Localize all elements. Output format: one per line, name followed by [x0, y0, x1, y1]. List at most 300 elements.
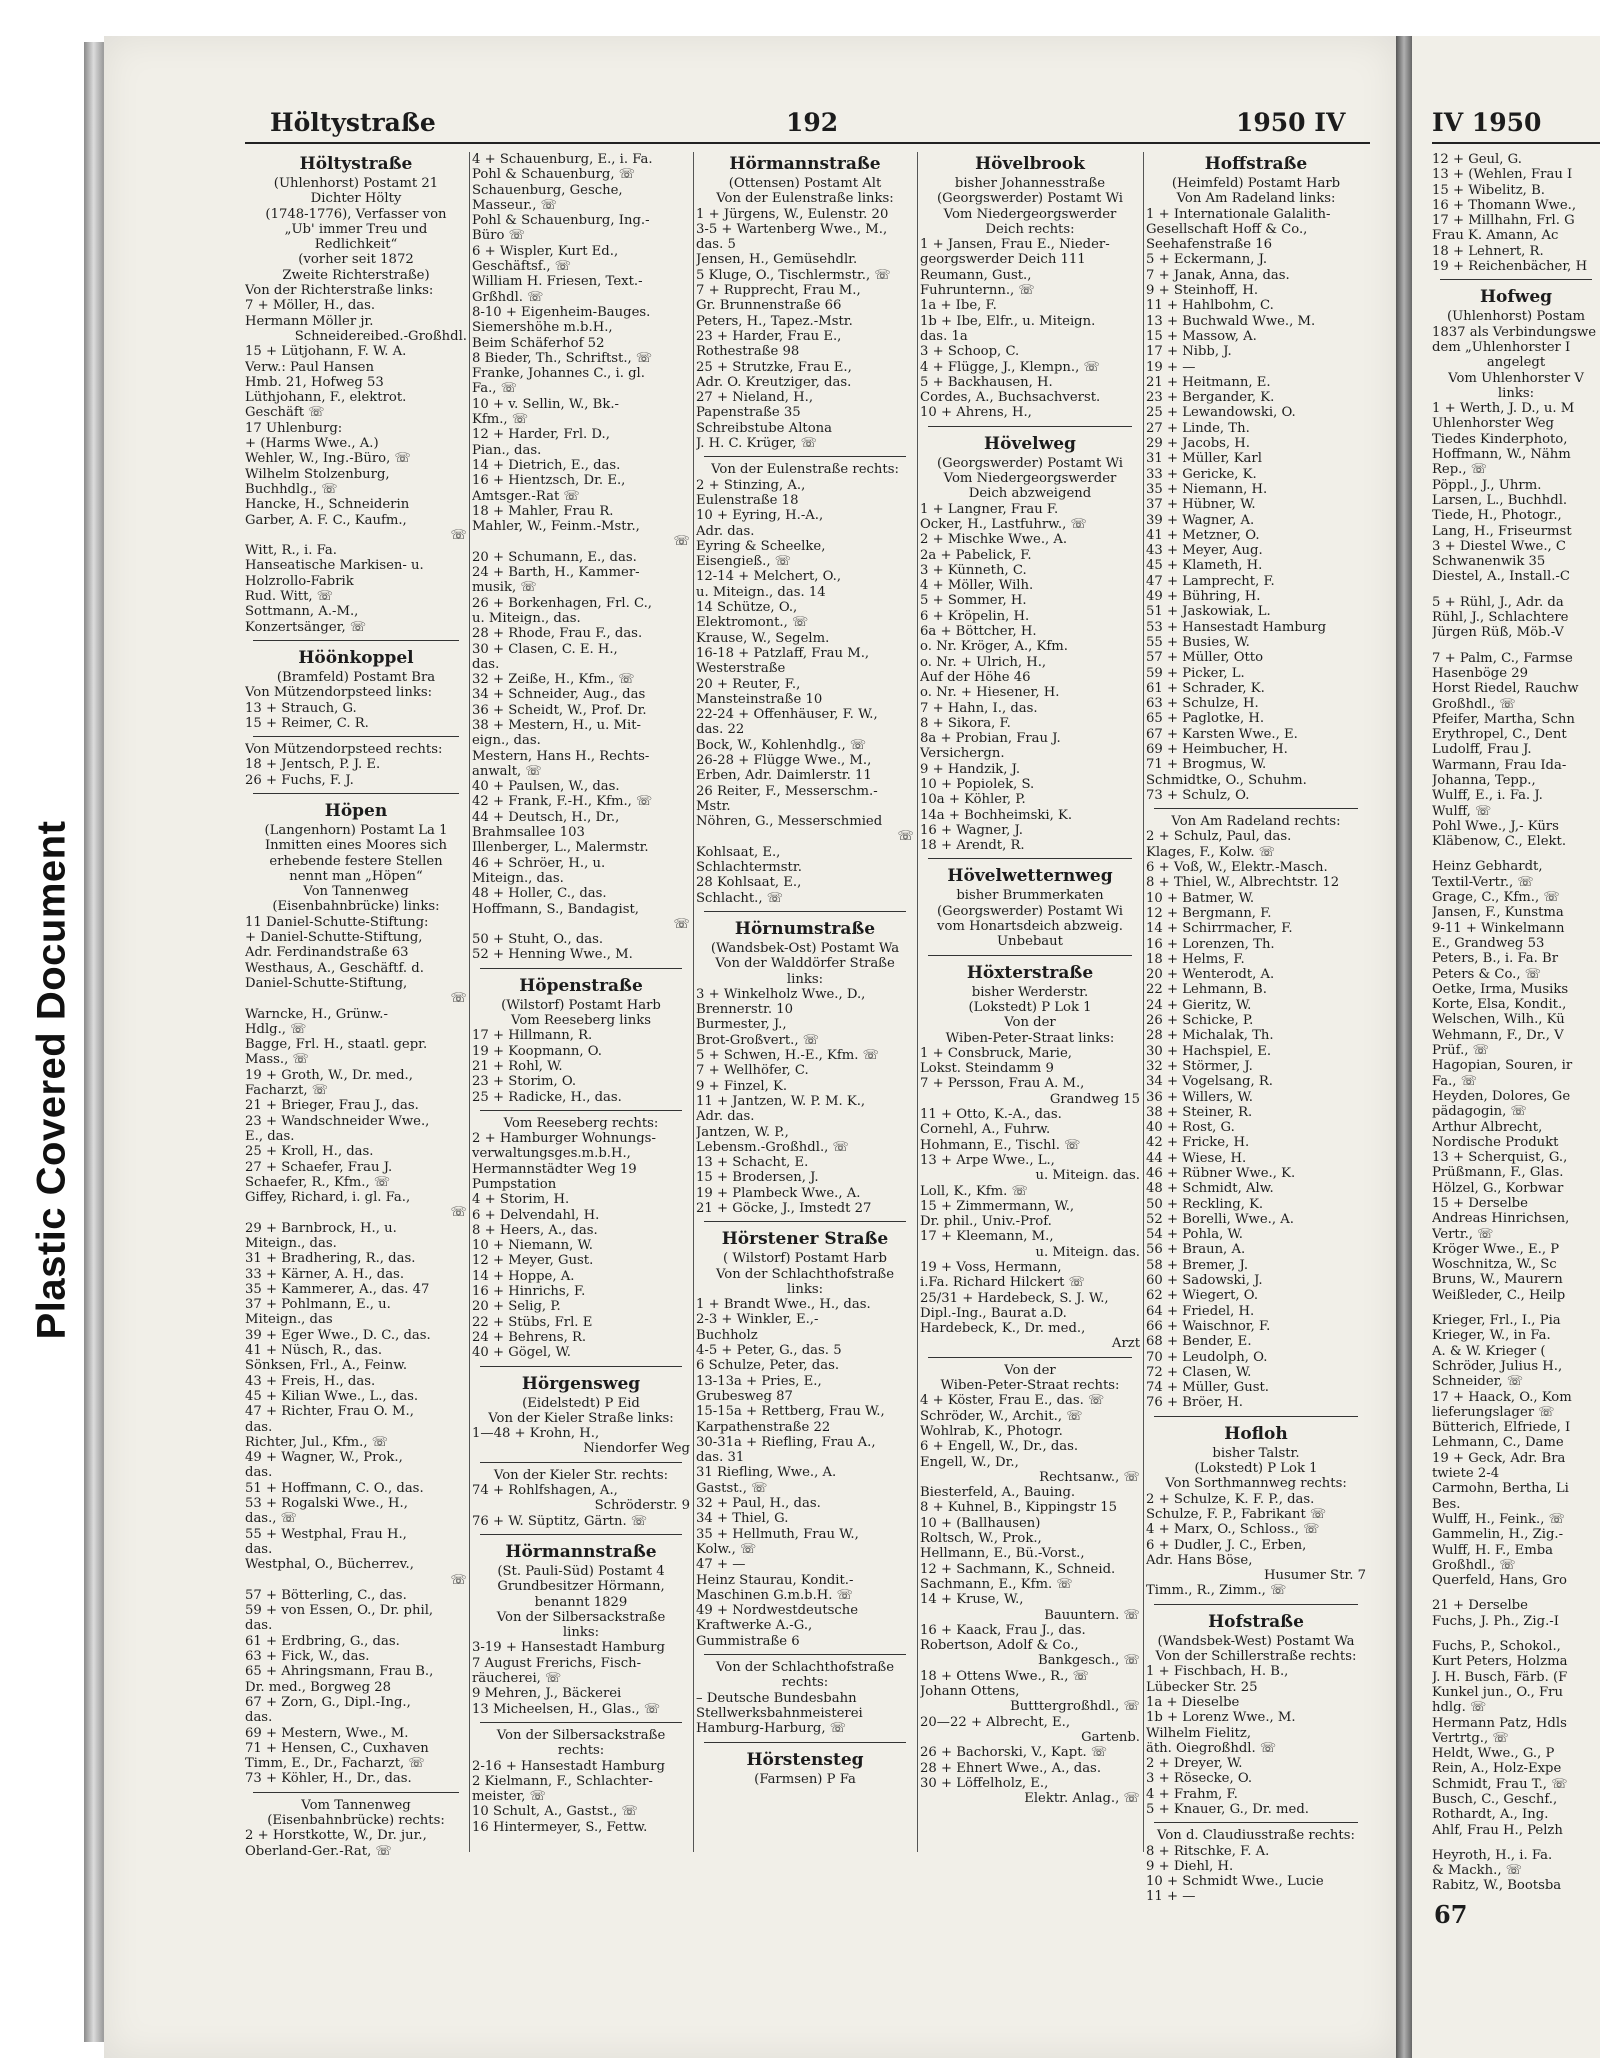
- running-head-left: Höltystraße: [270, 108, 436, 137]
- directory-entry: 3 + Diestel Wwe., C: [1432, 538, 1567, 554]
- directory-entry: 18 + Helms, F.: [1146, 951, 1245, 967]
- directory-entry: 67 + Zorn, G., Dipl.-Ing.,: [245, 1694, 411, 1710]
- directory-entry: 27 + Nieland, H.,: [696, 390, 814, 406]
- directory-entry: rechts:: [781, 1675, 829, 1691]
- directory-entry: 16 + Lorenzen, Th.: [1146, 936, 1275, 952]
- directory-entry: Adr. Hans Böse,: [1146, 1552, 1253, 1568]
- directory-entry: Grundbesitzer Hörmann,: [497, 1579, 665, 1595]
- directory-entry: 46 + Schröer, H., u.: [472, 855, 606, 871]
- directory-entry: 6 + Engell, W., Dr., das.: [920, 1439, 1079, 1455]
- directory-entry: i.Fa. Richard Hilckert ☏: [920, 1275, 1086, 1291]
- directory-entry: 39 + Eger Wwe., D. C., das.: [245, 1327, 431, 1343]
- directory-entry: 73 + Köhler, H., Dr., das.: [245, 1771, 412, 1787]
- right-header-rule: [1432, 142, 1600, 144]
- directory-entry: 34 + Schneider, Aug., das: [472, 687, 646, 703]
- directory-entry: Biesterfeld, A., Bauing.: [920, 1485, 1076, 1501]
- directory-entry: 1a + Dieselbe: [1146, 1694, 1240, 1710]
- directory-entry: Wulff, ☏: [1432, 803, 1492, 819]
- directory-entry: Heyden, Dolores, Ge: [1432, 1088, 1571, 1104]
- directory-entry: 13 + Scherquist, G.,: [1432, 1150, 1568, 1166]
- directory-entry: Hermann Möller jr.: [245, 313, 374, 329]
- directory-entry: (St. Pauli-Süd) Postamt 4: [497, 1563, 665, 1579]
- directory-entry: Bes.: [1432, 1496, 1461, 1512]
- directory-entry: Von d. Claudiusstraße rechts:: [1157, 1828, 1355, 1844]
- directory-entry: Von Mützendorpsteed links:: [245, 685, 433, 701]
- column-rule: [917, 152, 918, 1852]
- directory-entry: 4-5 + Peter, G., das. 5: [696, 1343, 842, 1359]
- directory-entry: 2a + Pabelick, F.: [920, 547, 1032, 563]
- directory-entry: 2-16 + Hansestadt Hamburg: [472, 1758, 665, 1774]
- directory-entry: (Farmsen) P Fa: [754, 1771, 856, 1787]
- directory-entry: hdlg. ☏: [1432, 1700, 1487, 1716]
- directory-entry: 2 + Stinzing, A.,: [696, 477, 806, 493]
- directory-entry: benannt 1829: [534, 1594, 628, 1610]
- directory-entry: Arzt: [1111, 1336, 1140, 1352]
- directory-entry: 15 + Zimmermann, W.,: [920, 1198, 1075, 1214]
- directory-entry: Von der Schlachthofstraße: [715, 1660, 894, 1676]
- directory-entry: Hagopian, Souren, ir: [1432, 1058, 1573, 1074]
- directory-entry: Cordes, A., Buchsachverst.: [920, 390, 1101, 406]
- directory-entry: Auf der Höhe 46: [920, 669, 1031, 685]
- directory-entry: 13 + Buchwald Wwe., M.: [1146, 313, 1316, 329]
- street-heading: Hofweg: [1479, 287, 1553, 308]
- directory-entry: 16 + Hientzsch, Dr. E.,: [472, 473, 626, 489]
- directory-entry: 32 + Störmer, J.: [1146, 1058, 1253, 1074]
- directory-entry: Pohl Wwe., J,- Kürs: [1432, 818, 1559, 834]
- directory-entry: 55 + Busies, W.: [1146, 634, 1250, 650]
- directory-entry: Fuchs, P., Schokol.,: [1432, 1639, 1561, 1655]
- directory-entry: 10 + Niemann, W.: [472, 1238, 593, 1254]
- directory-entry: Kunkel jun., O., Fru: [1432, 1684, 1563, 1700]
- directory-entry: 1 + Werth, J. D., u. M: [1432, 401, 1575, 417]
- directory-entry: twiete 2-4: [1432, 1466, 1500, 1482]
- directory-entry: 18 + Mahler, Frau R.: [472, 503, 614, 519]
- directory-entry: Engell, W., Dr.,: [920, 1454, 1019, 1470]
- section-divider: [704, 1221, 906, 1222]
- side-label: [22, 820, 82, 1340]
- directory-entry: 19 + Reichenbächer, H: [1432, 259, 1588, 275]
- directory-entry: 35 + Kammerer, A., das. 47: [245, 1281, 430, 1297]
- directory-entry: Schaefer, R., Kfm., ☏: [245, 1174, 391, 1190]
- directory-entry: Von Am Radeland rechts:: [1171, 814, 1341, 830]
- directory-entry: Franke, Johannes C., i. gl.: [472, 366, 645, 382]
- directory-entry: 1 + Brandt Wwe., H., das.: [696, 1297, 871, 1313]
- directory-entry: Von Am Radeland links:: [1176, 191, 1336, 207]
- directory-entry: 11 + Hahlbohm, C.: [1146, 298, 1274, 314]
- directory-entry: (Georgswerder) Postamt Wi: [937, 903, 1123, 919]
- directory-entry: 8 + Ritschke, F. A.: [1146, 1843, 1270, 1859]
- directory-entry: Krieger, Frl., I., Pia: [1432, 1313, 1561, 1329]
- directory-entry: Oetke, Irma, Musiks: [1432, 981, 1569, 997]
- street-heading: Hofstraße: [1208, 1611, 1304, 1632]
- directory-entry: Gammelin, H., Zig.-: [1432, 1527, 1564, 1543]
- directory-entry: 16-18 + Patzlaff, Frau M.,: [696, 645, 870, 661]
- directory-entry: 13 + Strauch, G.: [245, 700, 357, 716]
- directory-entry: 5 + Schwen, H.-E., Kfm. ☏: [696, 1048, 880, 1064]
- directory-entry: 19 + Plambeck Wwe., A.: [696, 1185, 861, 1201]
- directory-entry: das.: [245, 1618, 273, 1634]
- directory-entry: 8-10 + Eigenheim-Bauges.: [472, 304, 651, 320]
- directory-entry: Seehafenstraße 16: [1146, 237, 1272, 253]
- directory-entry: 14 + Dietrich, E., das.: [472, 457, 621, 473]
- directory-entry: u. Miteign., das.: [472, 610, 581, 626]
- directory-entry: 39 + Wagner, A.: [1146, 512, 1255, 528]
- directory-entry: Beim Schäferhof 52: [472, 335, 605, 351]
- directory-entry: 2 + Dreyer, W.: [1146, 1756, 1243, 1772]
- directory-entry: Husumer Str. 7: [1263, 1568, 1366, 1584]
- directory-entry: 63 + Schulze, H.: [1146, 696, 1259, 712]
- directory-entry: (Georgswerder) Postamt Wi: [937, 191, 1123, 207]
- directory-entry: links:: [562, 1625, 600, 1641]
- directory-entry: Eisengieß., ☏: [696, 554, 792, 570]
- directory-entry: 18 + Lehnert, R.: [1432, 243, 1544, 259]
- directory-entry: Miteign., das.: [472, 870, 564, 886]
- directory-entry: anwalt, ☏: [472, 763, 542, 779]
- street-heading: Hörnumstraße: [734, 918, 876, 939]
- section-divider: [480, 1722, 682, 1723]
- directory-entry: das. 22: [696, 722, 745, 738]
- directory-entry: musik, ☏: [472, 580, 537, 596]
- section-divider: [1440, 279, 1592, 280]
- section-divider: [1154, 808, 1358, 809]
- directory-entry: Miteign., das: [245, 1312, 333, 1328]
- directory-entry: 42 + Frank, F.-H., Kfm., ☏: [472, 794, 653, 810]
- directory-entry: 45 + Klameth, H.: [1146, 558, 1263, 574]
- street-heading: Hörmannstraße: [505, 1541, 657, 1562]
- directory-entry: 2-3 + Winkler, E.,-: [696, 1312, 819, 1328]
- directory-entry: 18 + Jentsch, P. J. E.: [245, 757, 381, 773]
- directory-entry: Bruns, W., Maurern: [1432, 1272, 1563, 1288]
- directory-entry: Grandweg 15: [1049, 1091, 1140, 1107]
- directory-entry: o. Nr. + Hiesener, H.: [920, 685, 1060, 701]
- directory-entry: Vom Niedergeorgswerder: [943, 471, 1117, 487]
- directory-entry: 16 + Thomann Wwe.,: [1432, 197, 1577, 213]
- directory-entry: Von der Schlachthofstraße: [715, 1266, 894, 1282]
- directory-entry: Elektromont., ☏: [696, 615, 809, 631]
- directory-entry: 27 + Linde, Th.: [1146, 420, 1250, 436]
- directory-entry: Oberland-Ger.-Rat, ☏: [245, 1843, 392, 1859]
- directory-entry: links:: [786, 1281, 824, 1297]
- directory-entry: 59 + Picker, L.: [1146, 665, 1245, 681]
- directory-entry: 1b + Lorenz Wwe., M.: [1146, 1710, 1296, 1726]
- directory-entry: 22-24 + Offenhäuser, F. W.,: [696, 707, 878, 723]
- directory-entry: Schwanenwik 35: [1432, 554, 1546, 570]
- directory-entry: Schmidtke, O., Schuhm.: [1146, 772, 1307, 788]
- directory-entry: Lokst. Steindamm 9: [920, 1061, 1054, 1077]
- directory-entry: 28 Kohlsaat, E.,: [696, 875, 802, 891]
- directory-entry: E., Grandweg 53: [1432, 935, 1545, 951]
- directory-entry: 10 Schult, A., Gastst., ☏: [472, 1804, 638, 1820]
- directory-entry: Kläbenow, C., Elekt.: [1432, 834, 1567, 850]
- directory-entry: 57 + Bötterling, C., das.: [245, 1587, 407, 1603]
- directory-entry: Karpathenstraße 22: [696, 1419, 831, 1435]
- directory-entry: 7 + Persson, Frau A. M.,: [920, 1076, 1085, 1092]
- directory-entry: Amtsger.-Rat ☏: [472, 488, 580, 504]
- directory-entry: 12 + Geul, G.: [1432, 152, 1522, 167]
- directory-entry: Von der Silbersackstraße: [496, 1609, 666, 1625]
- directory-entry: Pöppl., J., Uhrm.: [1432, 477, 1542, 493]
- directory-entry: Giffey, Richard, i. gl. Fa.,: [245, 1190, 411, 1206]
- directory-entry: (Wandsbek-Ost) Postamt Wa: [710, 940, 900, 956]
- directory-entry: Pian., das.: [472, 442, 542, 458]
- directory-entry: Von Mützendorpsteed rechts:: [245, 742, 443, 758]
- directory-entry: lieferungslager ☏: [1432, 1404, 1555, 1420]
- directory-entry: 16 + Kaack, Frau J., das.: [920, 1622, 1086, 1638]
- directory-entry: 30 + Hachspiel, E.: [1146, 1043, 1272, 1059]
- directory-entry: 47 + Lamprecht, F.: [1146, 573, 1275, 589]
- directory-entry: Von der Silbersackstraße: [496, 1727, 666, 1743]
- directory-entry: 8 + Heers, A., das.: [472, 1222, 598, 1238]
- directory-entry: Hamburg-Harburg, ☏: [696, 1721, 847, 1737]
- directory-entry: links:: [786, 971, 824, 987]
- directory-entry: Peters & Co., ☏: [1432, 966, 1542, 982]
- directory-entry: Brennerstr. 10: [696, 1002, 793, 1018]
- directory-entry: 55 + Westphal, Frau H.,: [245, 1526, 407, 1542]
- directory-entry: 29 + Jacobs, H.: [1146, 436, 1250, 452]
- directory-entry: 51 + Jaskowiak, L.: [1146, 604, 1271, 620]
- directory-entry: (Langenhorn) Postamt La 1: [264, 822, 448, 838]
- directory-entry: 20—22 + Albrecht, E.,: [920, 1714, 1071, 1730]
- directory-entry: Deich rechts:: [985, 221, 1075, 237]
- directory-entry: 5 Kluge, O., Tischlermstr., ☏: [696, 267, 891, 283]
- spacer: [1432, 1629, 1600, 1639]
- directory-entry: Masseur., ☏: [472, 197, 558, 213]
- directory-entry: Warmann, Frau Ida-: [1432, 757, 1567, 773]
- directory-entry: (Bramfeld) Postamt Bra: [276, 669, 436, 685]
- directory-entry: Von der Walddörfer Straße: [715, 956, 895, 972]
- directory-entry: Krieger, W., in Fa.: [1432, 1328, 1551, 1344]
- directory-entry: 60 + Sadowski, J.: [1146, 1273, 1263, 1289]
- directory-entry: 65 + Ahringsmann, Frau B.,: [245, 1664, 434, 1680]
- directory-entry: pädagogin, ☏: [1432, 1104, 1528, 1120]
- directory-entry: Hoffmann, S., Bandagist,: [472, 901, 639, 917]
- directory-entry: Gesellschaft Hoff & Co.,: [1146, 221, 1308, 237]
- directory-entry: Fa., ☏: [472, 381, 518, 397]
- directory-entry: Schmidt, Frau T., ☏: [1432, 1776, 1568, 1792]
- directory-entry: 51 + Hoffmann, C. O., das.: [245, 1480, 424, 1496]
- directory-entry: 62 + Wiegert, O.: [1146, 1288, 1259, 1304]
- directory-entry: 5 + Sommer, H.: [920, 593, 1027, 609]
- directory-entry: das.: [472, 656, 500, 672]
- directory-entry: + (Harms Wwe., A.): [245, 436, 379, 452]
- directory-entry: Maschinen G.m.b.H. ☏: [696, 1587, 854, 1603]
- directory-entry: 9-11 + Winkelmann: [1432, 920, 1565, 936]
- directory-entry: 63 + Fick, W., das.: [245, 1649, 370, 1665]
- directory-entry: 8 + Kuhnel, B., Kippingstr 15: [920, 1500, 1117, 1516]
- directory-entry: 20 + Wenterodt, A.: [1146, 967, 1275, 983]
- directory-entry: Dichter Hölty: [310, 191, 402, 207]
- directory-entry: 30 + Löffelholz, E.,: [920, 1775, 1049, 1791]
- directory-entry: A. & W. Krieger (: [1432, 1343, 1546, 1359]
- directory-entry: 30-31a + Riefling, Frau A.,: [696, 1434, 876, 1450]
- directory-entry: 12 + Bergmann, F.: [1146, 905, 1272, 921]
- directory-entry: 61 + Erdbring, G., das.: [245, 1633, 400, 1649]
- directory-entry: 10 + Schmidt Wwe., Lucie: [1146, 1874, 1324, 1890]
- header-rule: [245, 142, 1370, 144]
- directory-entry: ☏: [673, 916, 690, 932]
- directory-entry: Wehmann, F., Dr., V: [1432, 1027, 1564, 1043]
- directory-entry: 33 + Gericke, K.: [1146, 466, 1257, 482]
- directory-entry: 8a + Probian, Frau J.: [920, 731, 1061, 747]
- directory-entry: Wilhelm Stolzenburg,: [245, 466, 390, 482]
- directory-entry: Peters, H., Tapez.-Mstr.: [696, 313, 853, 329]
- directory-entry: Wiben-Peter-Straat links:: [945, 1030, 1115, 1046]
- directory-entry: 26 + Schicke, P.: [1146, 1013, 1254, 1029]
- directory-entry: Lang, H., Friseurmst: [1432, 523, 1572, 539]
- directory-entry: Zweite Richterstraße): [282, 267, 430, 283]
- directory-entry: Korte, Elsa, Kondit.,: [1432, 997, 1567, 1013]
- directory-entry: 23 + Bergander, K.: [1146, 390, 1275, 406]
- directory-entry: Andreas Hinrichsen,: [1432, 1211, 1570, 1227]
- directory-entry: bisher Brummerkaten: [956, 888, 1104, 904]
- directory-entry: Burmester, J.,: [696, 1017, 787, 1033]
- directory-entry: 34 + Thiel, G.: [696, 1511, 789, 1527]
- directory-entry: 2 + Schulze, K. F. P., das.: [1146, 1491, 1315, 1507]
- directory-entry: Timm, E., Dr., Facharzt, ☏: [245, 1756, 425, 1772]
- directory-entry: das.: [245, 1465, 273, 1481]
- directory-entry: Bagge, Frl. H., staatl. gepr.: [245, 1037, 428, 1053]
- directory-entry: Garber, A. F. C., Kaufm.,: [245, 512, 407, 528]
- directory-entry: 14 Schütze, O.,: [696, 600, 798, 616]
- directory-entry: (Uhlenhorst) Postamt 21: [273, 176, 439, 191]
- directory-entry: Sönksen, Frl., A., Feinw.: [245, 1358, 408, 1374]
- street-heading: Höpenstraße: [519, 975, 643, 996]
- directory-entry: Von der Schillerstraße rechts:: [1155, 1649, 1357, 1665]
- directory-entry: ☏: [450, 1572, 467, 1588]
- column-rule: [693, 152, 694, 1852]
- directory-entry: 36 + Scheidt, W., Prof. Dr.: [472, 702, 647, 718]
- directory-entry: Tiedes Kinderphoto,: [1432, 431, 1568, 447]
- directory-entry: 10 + Batmer, W.: [1146, 890, 1255, 906]
- directory-entry: Pumpstation: [472, 1177, 557, 1192]
- directory-entry: (Eisenbahnbrücke) links:: [272, 899, 440, 915]
- column-2: [472, 152, 690, 1835]
- column-3: [696, 152, 914, 1787]
- directory-entry: 10 + v. Sellin, W., Bk.-: [472, 396, 620, 412]
- directory-entry: Warncke, H., Grünw.-: [245, 1006, 388, 1022]
- directory-entry: 19 + Groth, W., Dr. med.,: [245, 1067, 413, 1083]
- directory-entry: 28 + Ehnert Wwe., A., das.: [920, 1760, 1102, 1776]
- directory-entry: 33 + Kärner, A. H., das.: [245, 1266, 405, 1282]
- directory-entry: Ahlf, Frau H., Pelzh: [1432, 1822, 1563, 1838]
- directory-entry: Geschäft ☏: [245, 405, 325, 421]
- directory-entry: 34 + Vogelsang, R.: [1146, 1074, 1273, 1090]
- directory-entry: 1 + Fischbach, H. B.,: [1146, 1664, 1289, 1680]
- running-head-right: 1950 IV: [1236, 108, 1346, 137]
- directory-entry: 69 + Heimbucher, H.: [1146, 741, 1288, 757]
- directory-entry: links:: [1497, 385, 1535, 401]
- directory-entry: angelegt: [1486, 355, 1546, 371]
- directory-entry: 6 + Delvendahl, H.: [472, 1207, 600, 1223]
- directory-entry: das.: [245, 1541, 273, 1557]
- directory-entry: 37 + Pohlmann, E., u.: [245, 1297, 391, 1313]
- directory-entry: Gastst., ☏: [696, 1480, 768, 1496]
- directory-entry: & Mackh., ☏: [1432, 1863, 1523, 1879]
- directory-entry: 22 + Stübs, Frl. E: [472, 1314, 593, 1330]
- section-divider: [253, 1792, 459, 1793]
- directory-entry: Von der Kieler Str. rechts:: [493, 1467, 669, 1483]
- directory-entry: 69 + Mestern, Wwe., M.: [245, 1725, 409, 1741]
- directory-entry: 71 + Brogmus, W.: [1146, 757, 1267, 773]
- directory-entry: Schlacht., ☏: [696, 890, 784, 906]
- directory-entry: 10a + Köhler, P.: [920, 792, 1026, 808]
- directory-entry: 8 + Sikora, F.: [920, 715, 1011, 731]
- street-heading: Höltystraße: [299, 154, 413, 174]
- directory-entry: Von Tannenweg: [303, 884, 409, 900]
- directory-entry: nennt man „Höpen“: [289, 868, 423, 884]
- directory-entry: 49 + Wagner, W., Prok.,: [245, 1450, 403, 1466]
- directory-entry: Grßhdl. ☏: [472, 289, 544, 305]
- directory-entry: Westerstraße: [696, 661, 786, 677]
- directory-entry: Wilhelm Fielitz,: [1146, 1725, 1252, 1741]
- directory-entry: räucherei, ☏: [472, 1671, 562, 1687]
- street-heading: Hövelwetternweg: [947, 866, 1113, 887]
- directory-entry: Wulff, H., Feink., ☏: [1432, 1511, 1566, 1527]
- directory-entry: Rein, A., Holz-Expe: [1432, 1761, 1562, 1777]
- directory-entry: 15 + Brodersen, J.: [696, 1170, 819, 1186]
- directory-entry: 28 + Michalak, Th.: [1146, 1028, 1274, 1044]
- directory-entry: 65 + Paglotke, H.: [1146, 711, 1265, 727]
- directory-entry: Mestern, Hans H., Rechts-: [472, 748, 650, 764]
- directory-entry: Verw.: Paul Hansen: [245, 359, 374, 375]
- spacer: [1432, 849, 1600, 859]
- directory-entry: 35 + Hellmuth, Frau W.,: [696, 1526, 859, 1542]
- directory-entry: 74 + Müller, Gust.: [1146, 1380, 1269, 1396]
- directory-entry: Miteign., das.: [245, 1236, 337, 1251]
- directory-entry: Fa., ☏: [1432, 1073, 1478, 1089]
- directory-entry: Ludolff, Frau J.: [1432, 742, 1532, 758]
- directory-entry: 44 + Deutsch, H., Dr.,: [472, 809, 620, 825]
- directory-entry: Heinz Staurau, Kondit.-: [696, 1572, 854, 1588]
- directory-entry: 67 + Karsten Wwe., E.: [1146, 726, 1298, 742]
- right-page-running-head: IV 1950: [1432, 108, 1542, 137]
- spacer: [1432, 1588, 1600, 1598]
- street-heading: Hörstensteg: [746, 1749, 864, 1770]
- directory-entry: William H. Friesen, Text.-: [472, 274, 643, 290]
- directory-entry: 20 + Schumann, E., das.: [472, 549, 637, 565]
- directory-entry: Vom Tannenweg: [301, 1797, 411, 1813]
- directory-entry: 9 + Finzel, K.: [696, 1078, 788, 1094]
- directory-entry: 20 + Reuter, F.,: [696, 676, 801, 692]
- column-6: [1432, 152, 1600, 1894]
- directory-entry: 4 + Möller, Wilh.: [920, 578, 1034, 594]
- directory-entry: Stellwerksbahnmeisterei: [696, 1705, 863, 1721]
- directory-entry: Niendorfer Weg: [583, 1441, 690, 1457]
- directory-entry: 6 Schulze, Peter, das.: [696, 1358, 840, 1374]
- directory-entry: Sottmann, A.-M.,: [245, 604, 359, 620]
- section-divider: [1154, 1822, 1358, 1823]
- directory-entry: u. Miteign. das.: [1035, 1244, 1140, 1260]
- directory-entry: Hohmann, E., Tischl. ☏: [920, 1137, 1081, 1153]
- directory-entry: Adr. O. Kreutziger, das.: [696, 374, 852, 390]
- directory-entry: 21 + Rohl, W.: [472, 1058, 563, 1074]
- directory-entry: 11 + Jantzen, W. P. M. K.,: [696, 1093, 866, 1109]
- directory-entry: 1 + Jürgens, W., Eulenstr. 20: [696, 206, 889, 222]
- directory-entry: u. Miteign. das.: [1035, 1168, 1140, 1184]
- directory-entry: Gummistraße 6: [696, 1633, 800, 1649]
- directory-entry: Jürgen Rüß, Möb.-V: [1432, 625, 1564, 641]
- directory-entry: Witt, R., i. Fa.: [245, 543, 337, 559]
- directory-entry: 6 + Wispler, Kurt Ed.,: [472, 243, 619, 259]
- directory-entry: Prüßmann, F., Glas.: [1432, 1165, 1564, 1181]
- directory-entry: Wulff, H. F., Emba: [1432, 1542, 1554, 1558]
- directory-entry: 53 + Hansestadt Hamburg: [1146, 619, 1327, 635]
- directory-entry: Vom Reeseberg rechts:: [503, 1115, 659, 1131]
- directory-entry: Pohl & Schauenburg, ☏: [472, 167, 636, 183]
- directory-entry: Nordische Produkt: [1432, 1134, 1559, 1150]
- directory-entry: Illenberger, L., Malermstr.: [472, 840, 649, 856]
- directory-entry: 38 + Mestern, H., u. Mit-: [472, 717, 642, 733]
